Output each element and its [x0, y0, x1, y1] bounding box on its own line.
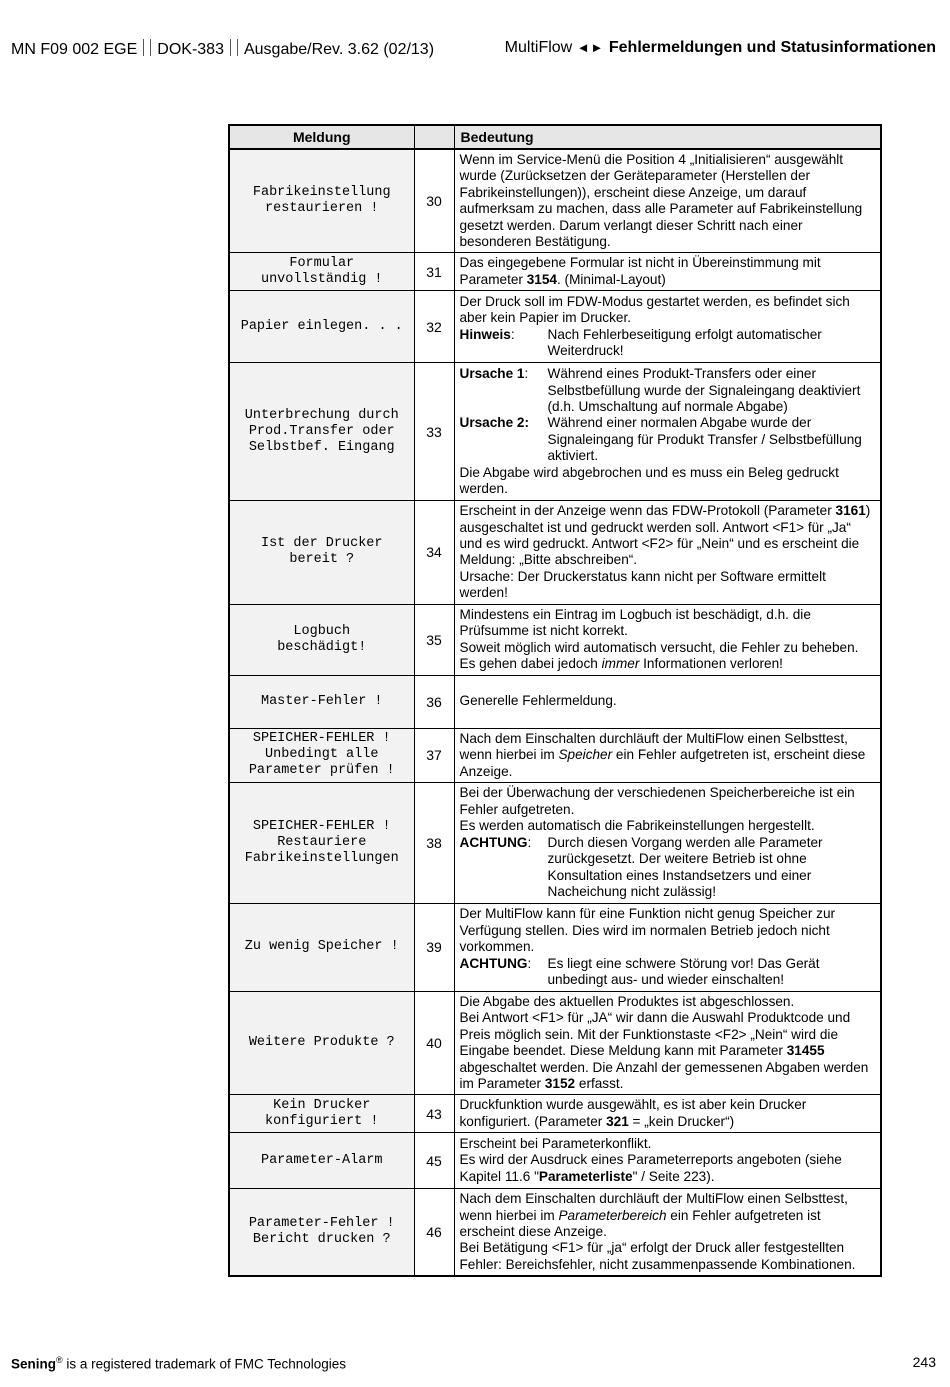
footer-trademark: Sening® is a registered trademark of FMC Technologies — [11, 1355, 347, 1372]
note: Hinweis: Nach Fehlerbeseitigung erfolgt automatischer Weiterdruck! — [459, 326, 822, 359]
warning-note: ACHTUNG: Durch diesen Vorgang werden alle Parameter zurückgesetzt. Der weitere Betrieb ist ohne Konsultation eines Instandsetzers und einer Nacheichung nicht zulässig! — [459, 834, 823, 899]
table-row — [229, 149, 881, 253]
doc-id: MN F09 002 EGE — [11, 41, 138, 58]
message-number: 39 — [414, 903, 454, 991]
display-message: SPEICHER-FEHLER ! Unbedingt alle Parameter prüfen ! — [229, 728, 414, 782]
table-row — [229, 363, 881, 501]
table-row — [229, 903, 881, 991]
message-number: 46 — [414, 1189, 454, 1277]
table-row — [229, 501, 881, 604]
cause-2: Ursache 2: Während einer normalen Abgabe wurde der Signaleingang für Produkt Transfer / Selbstbefüllung aktiviert. — [459, 415, 862, 464]
message-meaning: Generelle Fehlermeldung. — [454, 675, 881, 728]
table-header-row — [229, 125, 881, 149]
message-number: 36 — [414, 675, 454, 728]
dok-number: DOK-383 — [157, 41, 224, 58]
message-number: 37 — [414, 728, 454, 782]
col-header-number — [414, 125, 454, 149]
table-row — [229, 991, 881, 1094]
display-message: Parameter-Alarm — [229, 1133, 414, 1189]
message-meaning: Das eingegebene Formular ist nicht in Übereinstimmung mit Parameter 3154. (Minimal-Layout) — [454, 253, 881, 291]
message-number: 43 — [414, 1095, 454, 1133]
message-number: 33 — [414, 363, 454, 501]
table-row — [229, 1189, 881, 1277]
arrows-icon: ◄► — [576, 40, 605, 55]
message-meaning: Druckfunktion wurde ausgewählt, es ist aber kein Drucker konfiguriert. (Parameter 321 = „kein Drucker“) — [454, 1095, 881, 1133]
display-message: Master-Fehler ! — [229, 675, 414, 728]
product-name: MultiFlow — [504, 39, 573, 56]
table-row — [229, 291, 881, 363]
revision: Ausgabe/Rev. 3.62 (02/13) — [243, 41, 435, 58]
message-meaning: Erscheint bei Parameterkonflikt. Es wird der Ausdruck eines Parameterreports angeboten (siehe Kapitel 11.6 "Parameterliste" / Seite 223). — [454, 1133, 881, 1189]
message-meaning: Nach dem Einschalten durchläuft der MultiFlow einen Selbsttest, wenn hierbei im Parameterbereich ein Fehler aufgetreten ist erscheint diese Anzeige. Bei Betätigung <F1> für „ja“ erfolgt der Druck aller festgestellten Fehler: Bereichsfehler, nicht zusammenpassende Kombinationen. — [454, 1189, 881, 1277]
display-message: Ist der Drucker bereit ? — [229, 501, 414, 604]
header-document-info — [11, 39, 434, 59]
display-message: SPEICHER-FEHLER ! Restauriere Fabrikeinstellungen — [229, 782, 414, 903]
col-header-meaning: Bedeutung — [454, 125, 881, 149]
message-meaning: Die Abgabe des aktuellen Produktes ist abgeschlossen. Bei Antwort <F1> für „JA“ wir dann die Auswahl Produktcode und Preis möglich sein. Mit der Funktionstaste <F2> „Nein“ wird die Eingabe beendet. Diese Meldung kann mit Parameter 31455 abgeschaltet werden. Die Anzahl der gemessenen Abgaben werden im Parameter 3152 erfasst. — [454, 991, 881, 1094]
display-message: Parameter-Fehler ! Bericht drucken ? — [229, 1189, 414, 1277]
table-row — [229, 253, 881, 291]
message-meaning: Wenn im Service-Menü die Position 4 „Initialisieren“ ausgewählt wurde (Zurücksetzen der Geräteparameter (Herstellen der Fabrikeinstellungen)), erscheint diese Anzeige, um darauf aufmerksam zu machen, dass alle Parameter auf Fabrikeinstellung gesetzt werden. Darum verlangt dieser Schritt nach einer besonderen Bestätigung. — [454, 149, 881, 253]
message-meaning: Der Druck soll im FDW-Modus gestartet werden, es befindet sich aber kein Papier im Drucker. Hinweis: Nach Fehlerbeseitigung erfolgt automatischer Weiterdruck! — [454, 291, 881, 363]
message-number: 34 — [414, 501, 454, 604]
display-message: Weitere Produkte ? — [229, 991, 414, 1094]
table-row — [229, 1095, 881, 1133]
message-meaning: Bei der Überwachung der verschiedenen Speicherbereiche ist ein Fehler aufgetreten. Es werden automatisch die Fabrikeinstellungen hergestellt. ACHTUNG: Durch diesen Vorgang werden alle Parameter zurückgesetzt. Der weitere Betrieb ist ohne Konsultation eines Instandsetzers und einer Nacheichung nicht zulässig! — [454, 782, 881, 903]
message-meaning: Mindestens ein Eintrag im Logbuch ist beschädigt, d.h. die Prüfsumme ist nicht korrekt. Soweit möglich wird automatisch versucht, die Fehler zu beheben. Es gehen dabei jedoch immer Informationen verloren! — [454, 604, 881, 675]
message-number: 30 — [414, 149, 454, 253]
table-row — [229, 604, 881, 675]
display-message: Formular unvollständig ! — [229, 253, 414, 291]
display-message: Logbuch beschädigt! — [229, 604, 414, 675]
message-number: 32 — [414, 291, 454, 363]
cause-1: Ursache 1: Während eines Produkt-Transfers oder einer Selbstbefüllung wurde der Signaleingang deaktiviert (d.h. Umschaltung auf normale Abgabe) — [459, 366, 861, 414]
message-meaning: Der MultiFlow kann für eine Funktion nicht genug Speicher zur Verfügung stellen. Dies wird im normalen Betrieb jedoch nicht vorkommen. ACHTUNG: Es liegt eine schwere Störung vor! Das Gerät unbedingt aus- und wieder einschalten! — [454, 903, 881, 991]
separator — [230, 39, 238, 56]
warning-note: ACHTUNG: Es liegt eine schwere Störung vor! Das Gerät unbedingt aus- und wieder einschalten! — [459, 955, 820, 988]
message-number: 31 — [414, 253, 454, 291]
message-meaning: Erscheint in der Anzeige wenn das FDW-Protokoll (Parameter 3161) ausgeschaltet ist und gedruckt werden soll. Antwort <F1> für „Ja“ und es wird gedruckt. Antwort <F2> für „Nein“ und es erscheint die Meldung: „Bitte abschreiben“. Ursache: Der Druckerstatus kann nicht per Software ermittelt werden! — [454, 501, 881, 604]
message-meaning: Ursache 1: Während eines Produkt-Transfers oder einer Selbstbefüllung wurde der Signaleingang deaktiviert (d.h. Umschaltung auf normale Abgabe) Ursache 2: Während einer normalen Abgabe wurde der Signaleingang für Produkt Transfer / Selbstbefüllung aktiviert. Die Abgabe wird abgebrochen und es muss ein Beleg gedruckt werden. — [454, 363, 881, 501]
header-chapter-info — [505, 39, 936, 57]
table-row — [229, 1133, 881, 1189]
table-row — [229, 728, 881, 782]
table-row — [229, 675, 881, 728]
display-message: Kein Drucker konfiguriert ! — [229, 1095, 414, 1133]
chapter-title: Fehlermeldungen und Statusinformationen — [608, 39, 936, 56]
message-number: 40 — [414, 991, 454, 1094]
display-message: Zu wenig Speicher ! — [229, 903, 414, 991]
display-message: Unterbrechung durch Prod.Transfer oder Selbstbef. Eingang — [229, 363, 414, 501]
display-message: Fabrikeinstellung restaurieren ! — [229, 149, 414, 253]
separator — [143, 39, 151, 56]
message-number: 38 — [414, 782, 454, 903]
col-header-message: Meldung — [229, 125, 414, 149]
error-message-table — [228, 124, 882, 1277]
message-meaning: Nach dem Einschalten durchläuft der MultiFlow einen Selbsttest, wenn hierbei im Speicher ein Fehler aufgetreten ist, erscheint diese Anzeige. — [454, 728, 881, 782]
message-number: 35 — [414, 604, 454, 675]
display-message: Papier einlegen. . . — [229, 291, 414, 363]
table-row — [229, 782, 881, 903]
page-number: 243 — [912, 1354, 936, 1370]
message-number: 45 — [414, 1133, 454, 1189]
